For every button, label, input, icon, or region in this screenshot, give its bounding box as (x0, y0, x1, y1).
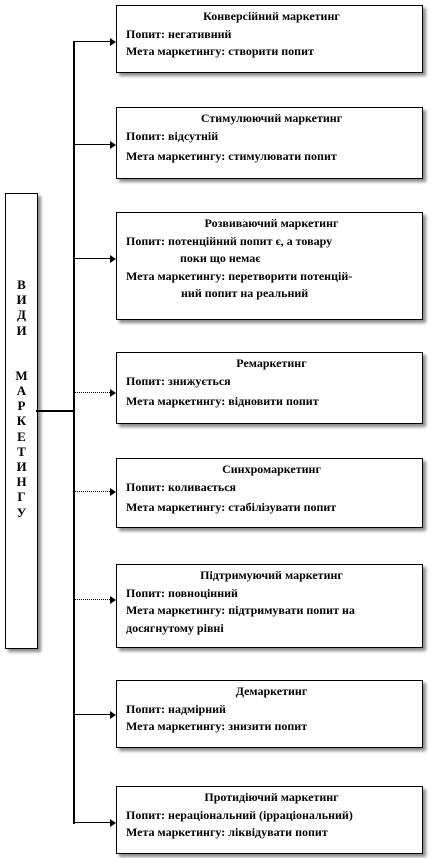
title-letter: Н (16, 474, 27, 490)
type-title: Ремаркетинг (236, 356, 307, 370)
type-title: Стимулюючий маркетинг (200, 111, 343, 125)
title-letter: Т (17, 443, 26, 459)
marketing-types-title-box (5, 193, 38, 649)
type-goal: Мета маркетингу: перетворити потенцій- (126, 268, 353, 283)
title-letter: М (15, 367, 28, 383)
type-demand: Попит: нераціональний (ірраціональний) (126, 807, 353, 822)
title-letter: И (16, 322, 27, 338)
type-title: Підтримуючий маркетинг (200, 568, 343, 582)
title-letter: У (16, 504, 27, 520)
type-title: Синхромаркетинг (222, 462, 321, 476)
connector-horizontal (36, 410, 74, 412)
type-title: Конверсійний маркетинг (203, 9, 340, 23)
type-demand: Попит: відсутній (126, 128, 219, 143)
title-word-marketing (15, 368, 27, 520)
type-goal: Мета маркетингу: відновити попит (126, 394, 319, 408)
connector-trunk (73, 41, 75, 824)
title-letter: А (16, 383, 27, 399)
type-box-supporting (116, 564, 423, 648)
type-box-counteracting (116, 786, 423, 854)
type-goal: Мета маркетингу: стабілізувати попит (126, 500, 337, 514)
type-goal: Мета маркетингу: ліквідувати попит (126, 825, 328, 839)
title-letter: Д (17, 307, 26, 323)
title-letter: Е (17, 428, 26, 444)
type-goal: Мета маркетингу: стимулювати попит (126, 149, 337, 163)
type-demand: Попит: знижується (126, 373, 231, 388)
type-goal-continuation: ний попит на реальний (181, 286, 309, 300)
title-letter: К (16, 413, 27, 429)
type-title: Протидіючий маркетинг (204, 790, 339, 804)
type-box-stimulating (116, 107, 423, 179)
type-goal: Мета маркетингу: створити попит (126, 44, 314, 58)
title-letter: В (17, 277, 26, 292)
type-box-demarketing (116, 680, 423, 748)
type-goal: Мета маркетингу: знизити попит (126, 719, 308, 733)
type-demand: Попит: коливається (126, 479, 237, 494)
type-demand: Попит: повноцінний (126, 585, 238, 600)
type-box-conversion (116, 5, 423, 73)
type-demand: Попит: надмірний (126, 701, 226, 716)
title-letter: И (16, 292, 27, 308)
type-box-synchromarketing (116, 458, 423, 528)
title-letter: Г (17, 489, 26, 505)
title-letter: Р (17, 398, 26, 414)
type-box-developing (116, 212, 423, 320)
type-goal-continuation: досягнутому рівні (126, 620, 224, 635)
type-title: Розвиваючий маркетинг (204, 216, 339, 230)
title-word-types (16, 277, 26, 338)
title-letter: И (16, 459, 27, 475)
type-demand-continuation: поки що немає (180, 251, 261, 265)
type-goal: Мета маркетингу: підтримувати попит на (126, 603, 355, 617)
type-demand: Попит: потенційний попит є, а товару (126, 233, 333, 248)
type-title: Демаркетинг (235, 684, 308, 698)
type-box-remarketing (116, 352, 423, 424)
type-demand: Попит: негативний (126, 26, 232, 41)
